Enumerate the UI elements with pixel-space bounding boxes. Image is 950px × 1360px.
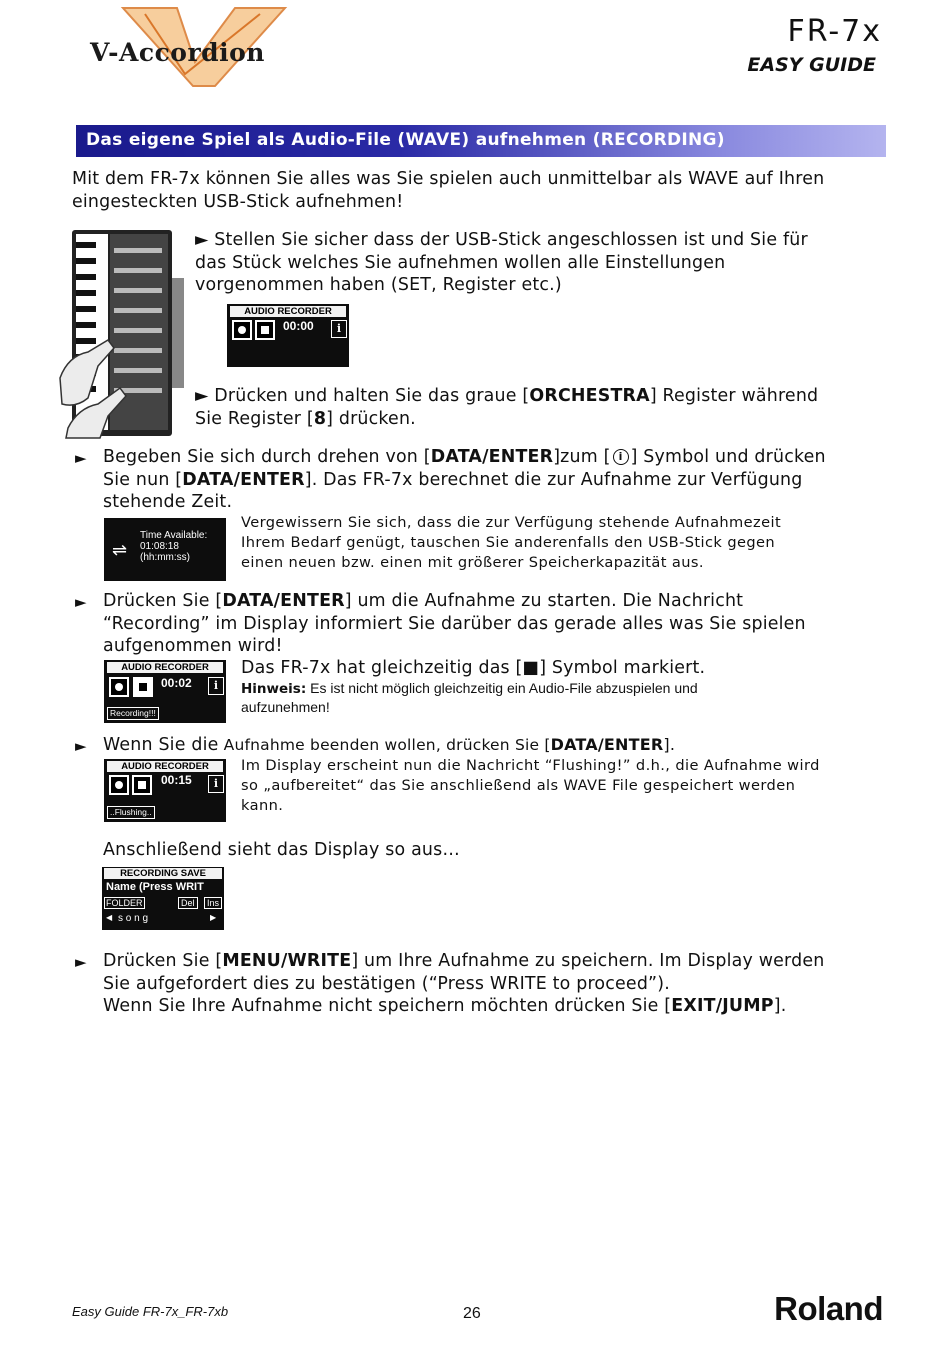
display-time: 00:02 [161, 676, 192, 690]
display-status: ..Flushing.. [107, 806, 155, 819]
del-label: Del [178, 897, 198, 909]
easy-guide-label: EASY GUIDE [747, 54, 876, 76]
info-icon: i [208, 677, 224, 695]
display-title: RECORDING SAVE [104, 868, 222, 879]
section-header [76, 125, 886, 157]
page-number: 26 [463, 1305, 481, 1322]
step-save-recording [103, 950, 824, 1018]
bullet-arrow: ► [75, 593, 87, 611]
bullet-arrow: ► [75, 737, 87, 755]
note-line: kann. [241, 797, 284, 814]
step-line: Wenn Sie Ihre Aufnahme nicht speichern möchten drücken Sie [EXIT/JUMP]. [103, 996, 787, 1016]
note-line: einen neuen bzw. einen mit größerer Speicherkapazität aus. [241, 554, 704, 571]
info-circle-icon: i [613, 449, 629, 465]
record-icon [109, 677, 129, 697]
step-line: “Recording” im Display informiert Sie darüber das gerade alles was Sie spielen [103, 613, 806, 634]
stop-icon [132, 775, 152, 795]
info-icon: i [208, 775, 224, 793]
display-audio-recorder-idle [227, 304, 349, 367]
folder-label: FOLDER [106, 898, 143, 908]
intro-line: eingesteckten USB-Stick aufnehmen! [72, 191, 404, 212]
roland-logo: Roland [774, 1290, 883, 1327]
display-title: AUDIO RECORDER [107, 761, 223, 772]
ins-label: Ins [204, 897, 222, 909]
brand-logo-text: V-Accordion [90, 38, 265, 67]
step-line: Drücken Sie [DATA/ENTER] um die Aufnahme zu starten. Die Nachricht [103, 591, 744, 611]
step-line: ► Drücken und halten Sie das graue [ORCHESTRA] Register während [195, 386, 819, 406]
intro-paragraph [72, 168, 824, 213]
note-stop-symbol: Das FR-7x hat gleichzeitig das [■] Symbol markiert. [241, 658, 706, 678]
step-line: Sie nun [DATA/ENTER]. Das FR-7x berechnet die zur Aufnahme zur Verfügung [103, 469, 803, 490]
step-line: vorgenommen haben (SET, Register etc.) [195, 275, 562, 295]
display-recording-save [102, 867, 224, 930]
model-name: FR-7x [787, 14, 882, 49]
display-recording [104, 660, 226, 723]
note-line: so „aufbereitet“ das Sie anschließend als WAVE File gespeichert werden [241, 777, 796, 794]
record-icon [232, 320, 252, 340]
time-available-text: Time Available: 01:08:18 (hh:mm:ss) [140, 530, 208, 563]
usb-icon: ⇌ [112, 540, 128, 560]
step-line: ► Stellen Sie sicher dass der USB-Stick angeschlossen ist und Sie für [195, 230, 808, 250]
display-time-available [104, 518, 226, 581]
stop-icon [255, 320, 275, 340]
display-status: Recording!!! [107, 707, 159, 720]
hint-line: Hinweis: Es ist nicht möglich gleichzeitig ein Audio-File abzuspielen und [241, 680, 698, 697]
stop-symbol: ■ [522, 658, 540, 678]
step-line: Sie aufgefordert dies zu bestätigen (“Press WRITE to proceed”). [103, 973, 670, 994]
section-title: Das eigene Spiel als Audio-File (WAVE) aufnehmen (RECORDING) [86, 130, 725, 150]
record-icon [109, 775, 129, 795]
hint-note [241, 679, 698, 716]
display-title: AUDIO RECORDER [230, 306, 346, 317]
left-arrow-icon: ◀ [106, 913, 113, 922]
accordion-hands-illustration [58, 228, 190, 440]
note-line: Im Display erscheint nun die Nachricht “Flushing!” d.h., die Aufnahme wird [241, 757, 820, 774]
step-orchestra-register [195, 385, 818, 430]
footer-doc-title: Easy Guide FR-7x_FR-7xb [72, 1304, 229, 1319]
note-flushing [241, 756, 820, 816]
display-title: AUDIO RECORDER [107, 662, 223, 673]
note-line: Vergewissern Sie sich, dass die zur Verfügung stehende Aufnahmezeit [241, 514, 782, 531]
bullet-arrow: ► [75, 449, 87, 467]
name-field: Name (Press WRIT [106, 881, 204, 893]
note-line: Ihrem Bedarf genügt, tauschen Sie anderenfalls den USB-Stick gegen [241, 534, 776, 551]
info-icon: i [331, 320, 347, 338]
right-arrow-icon: ▶ [210, 913, 217, 922]
step-line: Begeben Sie sich durch drehen von [DATA/ENTER]zum [ i ] Symbol und drücken [103, 447, 826, 467]
display-flushing [104, 759, 226, 822]
note-storage [241, 513, 781, 573]
after-text: Anschließend sieht das Display so aus… [103, 840, 461, 860]
song-name: s o n g [118, 913, 149, 924]
step-line: stehende Zeit. [103, 492, 233, 512]
display-time: 00:00 [283, 319, 314, 333]
step-stop-recording: Wenn Sie die Aufnahme beenden wollen, drücken Sie [DATA/ENTER]. [103, 735, 676, 755]
step-line: das Stück welches Sie aufnehmen wollen alle Einstellungen [195, 252, 726, 273]
step-line: Drücken Sie [MENU/WRITE] um Ihre Aufnahme zu speichern. Im Display werden [103, 951, 825, 971]
hint-line: aufzunehmen! [241, 699, 330, 715]
step-line: Sie Register [8] drücken. [195, 408, 416, 429]
intro-line: Mit dem FR-7x können Sie alles was Sie spielen auch unmittelbar als WAVE auf Ihren [72, 169, 825, 189]
step-check-usb [195, 229, 808, 297]
step-start-recording [103, 590, 806, 658]
stop-icon [133, 677, 153, 697]
bullet-arrow: ► [75, 953, 87, 971]
step-line: aufgenommen wird! [103, 636, 283, 656]
display-time: 00:15 [161, 773, 192, 787]
step-data-enter-info [103, 446, 826, 514]
